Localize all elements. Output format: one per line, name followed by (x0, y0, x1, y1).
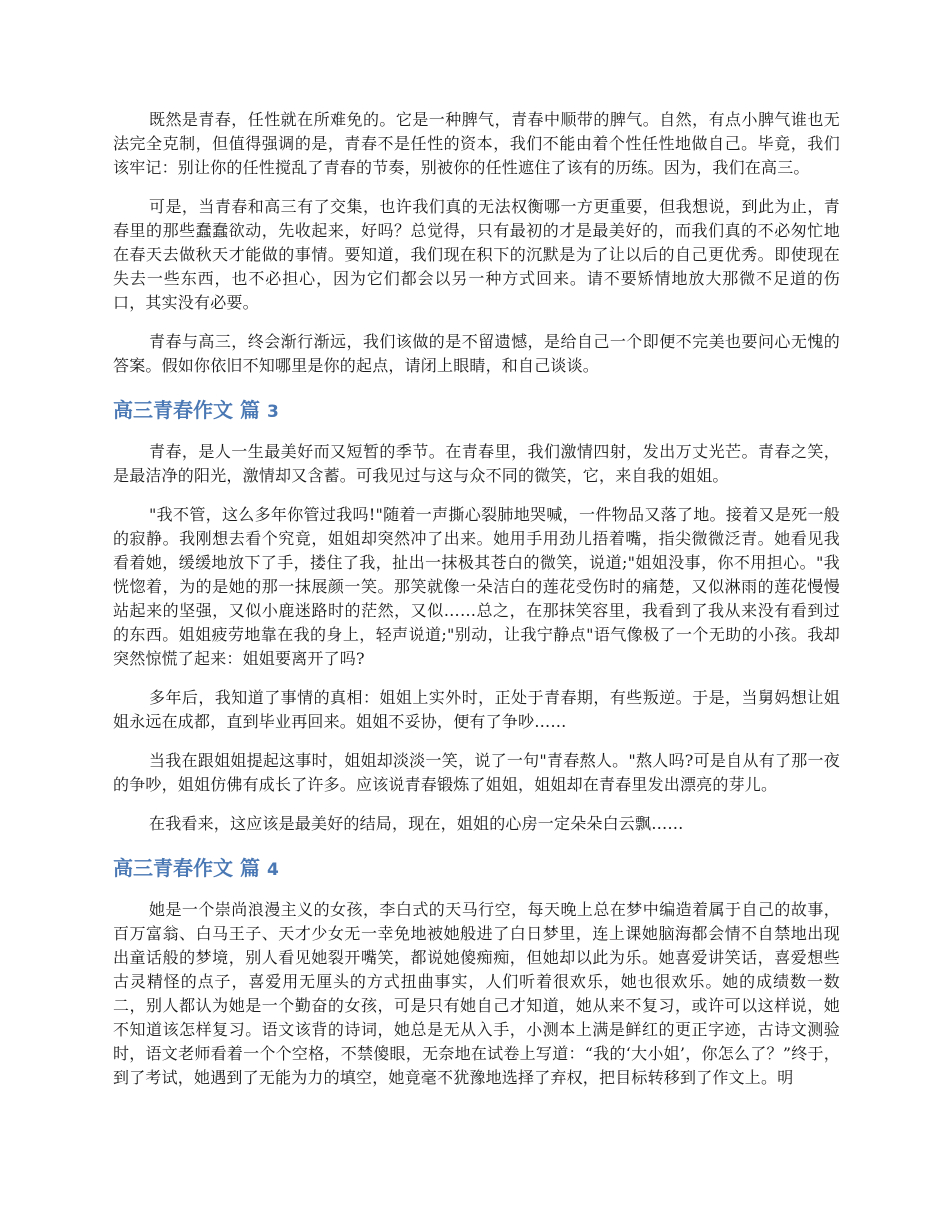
section-heading-4 (113, 854, 840, 884)
paragraph: 既然是青春，任性就在所难免的。它是一种脾气，青春中顺带的脾气。自然，有点小脾气谁也无法完全克制，但值得强调的是，青春不是任性的资本，我们不能由着个性任性地做自己。毕竟，我们该牢记：别让你的任性搅乱了青春的节奏，别被你的任性遮住了该有的历练。因为，我们在高三。 (113, 110, 840, 177)
paragraph: 当我在跟姐姐提起这事时，姐姐却淡淡一笑，说了一句"青春熬人。"熬人吗?可是自从有了那一夜的争吵，姐姐仿佛有成长了许多。应该说青春锻炼了姐姐，姐姐却在青春里发出漂亮的芽儿。 (113, 751, 840, 794)
section-heading-number: 4 (266, 860, 279, 880)
section-heading-title: 高三青春作文 篇 (113, 398, 260, 422)
paragraph: 多年后，我知道了事情的真相：姐姐上实外时，正处于青春期，有些叛逆。于是，当舅妈想让姐姐永远在成都，直到毕业再回来。姐姐不妥协，便有了争吵…… (113, 688, 840, 731)
document-page (113, 108, 840, 1105)
paragraph: 青春与高三，终会渐行渐远，我们该做的是不留遗憾，是给自己一个即便不完美也要问心无愧的答案。假如你依旧不知哪里是你的起点，请闭上眼睛，和自己谈谈。 (113, 332, 840, 375)
paragraph: "我不管，这么多年你管过我吗!"随着一声撕心裂肺地哭喊，一件物品又落了地。接着又是死一般的寂静。我刚想去看个究竟，姐姐却突然冲了出来。她用手用劲儿捂着嘴，指尖微微泛青。她看见我看着她，缓缓地放下了手，搂住了我，扯出一抹极其苍白的微笑，说道;"姐姐没事，你不用担心。"我恍惚着，为的是她的那一抹展颜一笑。那笑就像一朵洁白的莲花受伤时的痛楚，又似淋雨的莲花慢慢站起来的坚强，又似小鹿迷路时的茫然，又似……总之，在那抹笑容里，我看到了我从来没有看到过的东西。姐姐疲劳地靠在我的身上，轻声说道;"别动，让我宁静点"语气像极了一个无助的小孩。我却突然惊慌了起来：姐姐要离开了吗? (113, 505, 840, 668)
section-heading-title: 高三青春作文 篇 (113, 856, 260, 880)
section-heading-3 (113, 396, 840, 426)
paragraph: 她是一个崇尚浪漫主义的女孩，李白式的天马行空，每天晚上总在梦中编造着属于自己的故事，百万富翁、白马王子、天才少女无一幸免地被她般进了白日梦里，连上课她脑海都会情不自禁地出现出童话般的梦境，别人看见她裂开嘴笑，都说她傻痴痴，但她却以此为乐。她喜爱讲笑话，喜爱想些古灵精怪的点子，喜爱用无厘头的方式扭曲事实，人们听着很欢乐，她也很欢乐。她的成绩数一数二，别人都认为她是一个勤奋的女孩，可是只有她自己才知道，她从来不复习，或许可以这样说，她不知道该怎样复习。语文该背的诗词，她总是无从入手，小测本上满是鲜红的更正字迹，古诗文测验时，语文老师看着一个个空格，不禁傻眼，无奈地在试卷上写道：“我的‘大小姐’，你怎么了？”终于，到了考试，她遇到了无能为力的填空，她竟毫不犹豫地选择了弃权，把目标转移到了作文上。明 (113, 900, 840, 1087)
paragraph: 青春，是人一生最美好而又短暂的季节。在青春里，我们激情四射，发出万丈光芒。青春之笑，是最洁净的阳光，激情却又含蓄。可我见过与这与众不同的微笑，它，来自我的姐姐。 (113, 442, 840, 485)
paragraph: 在我看来，这应该是最美好的结局，现在，姐姐的心房一定朵朵白云飘…… (149, 814, 684, 833)
paragraph: 可是，当青春和高三有了交集，也许我们真的无法权衡哪一方更重要，但我想说，到此为止，青春里的那些蠢蠢欲动，先收起来，好吗？总觉得，只有最初的才是最美好的，而我们真的不必匆忙地在春天去做秋天才能做的事情。要知道，我们现在积下的沉默是为了让以后的自己更优秀。即使现在失去一些东西，也不必担心，因为它们都会以另一种方式回来。请不要矫情地放大那微不足道的伤口，其实没有必要。 (113, 197, 840, 312)
section-heading-number: 3 (266, 402, 279, 422)
